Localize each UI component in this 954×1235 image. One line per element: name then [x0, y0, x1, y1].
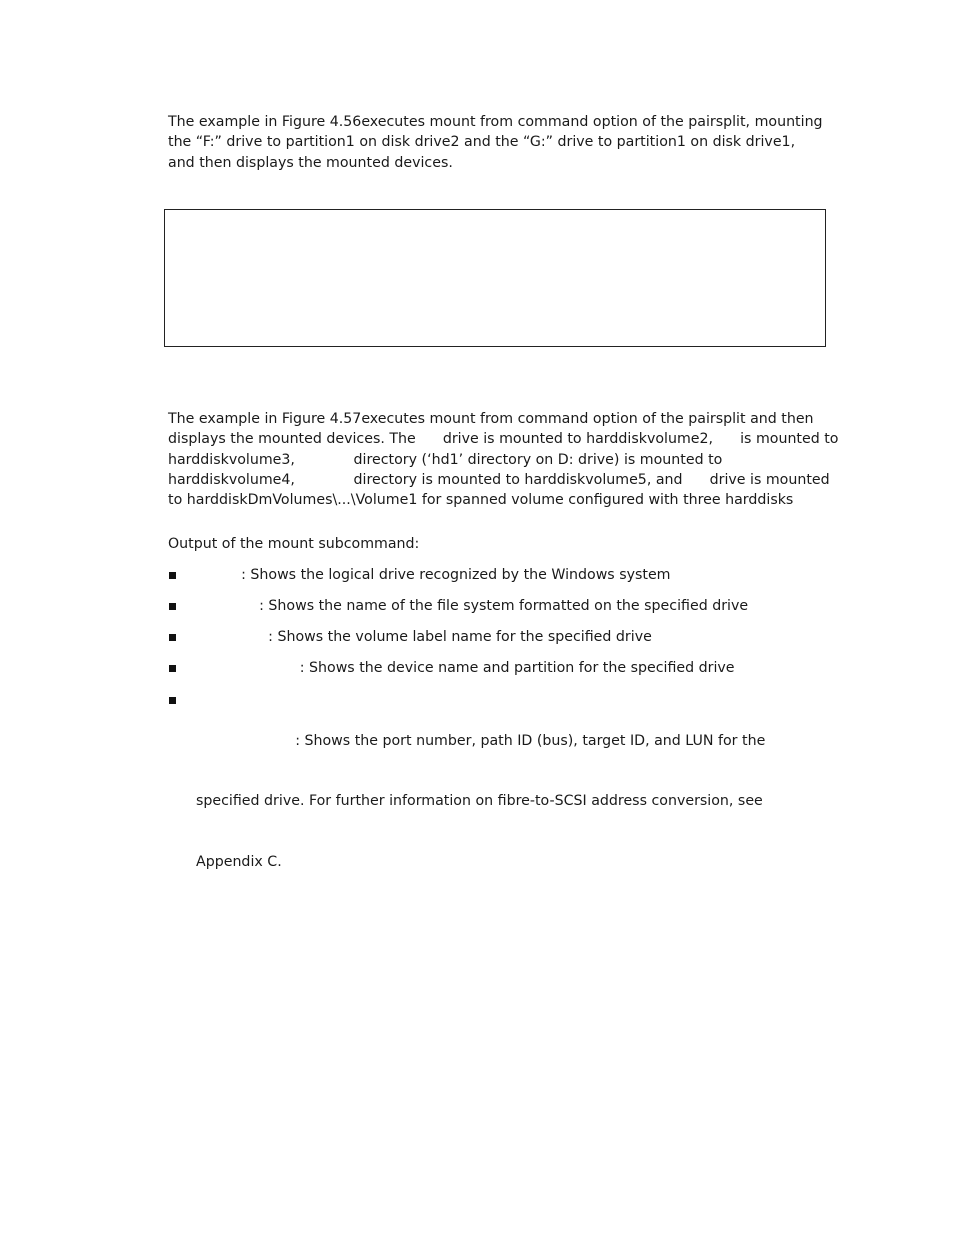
text-line: and then displays the mounted devices.: [168, 154, 453, 171]
output-heading: [168, 534, 828, 554]
intro-paragraph-fig-4-56: [168, 112, 828, 173]
text-line: the “F:” drive to partition1 on disk drive2 and the “G:” drive to partition1 on disk drive1,: [168, 134, 796, 151]
bullet-icon: [169, 603, 176, 610]
list-item-text: : Shows the device name and partition for the specified drive: [196, 660, 735, 676]
text-line: harddiskvolume4, directory is mounted to harddiskvolume5, and drive is mounted: [168, 471, 830, 488]
figure-4-56-box: [164, 209, 826, 347]
list-item-text: : Shows the name of the file system formatted on the specified drive: [196, 598, 749, 614]
text-line: The example in Figure 4.57executes mount from command option of the pairsplit and then: [168, 411, 814, 427]
bullet-icon: [169, 572, 176, 579]
text-line: Appendix C.: [196, 854, 282, 871]
list-item-text: : Shows the volume label name for the specified drive: [196, 629, 652, 645]
text-line: The example in Figure 4.56executes mount from command option of the pairsplit, mounting: [168, 114, 823, 130]
text-line: to harddiskDmVolumes\...\Volume1 for spanned volume configured with three harddisks: [168, 492, 794, 509]
list-item-text: : Shows the logical drive recognized by the Windows system: [196, 567, 671, 583]
bullet-icon: [169, 634, 176, 641]
list-item-text: [196, 690, 828, 913]
text-line: specified drive. For further information on fibre-to-SCSI address conversion, see: [196, 793, 763, 810]
text-line: harddiskvolume3, directory (‘hd1’ directory on D: drive) is mounted to: [168, 451, 723, 468]
text-line: Output of the mount subcommand:: [168, 536, 420, 552]
bullet-icon: [169, 697, 176, 704]
text-line: : Shows the port number, path ID (bus), target ID, and LUN for the: [196, 732, 766, 749]
bullet-icon: [169, 665, 176, 672]
intro-paragraph-fig-4-57: [168, 409, 839, 510]
text-line: displays the mounted devices. The drive is mounted to harddiskvolume2, is mounted to: [168, 431, 839, 448]
